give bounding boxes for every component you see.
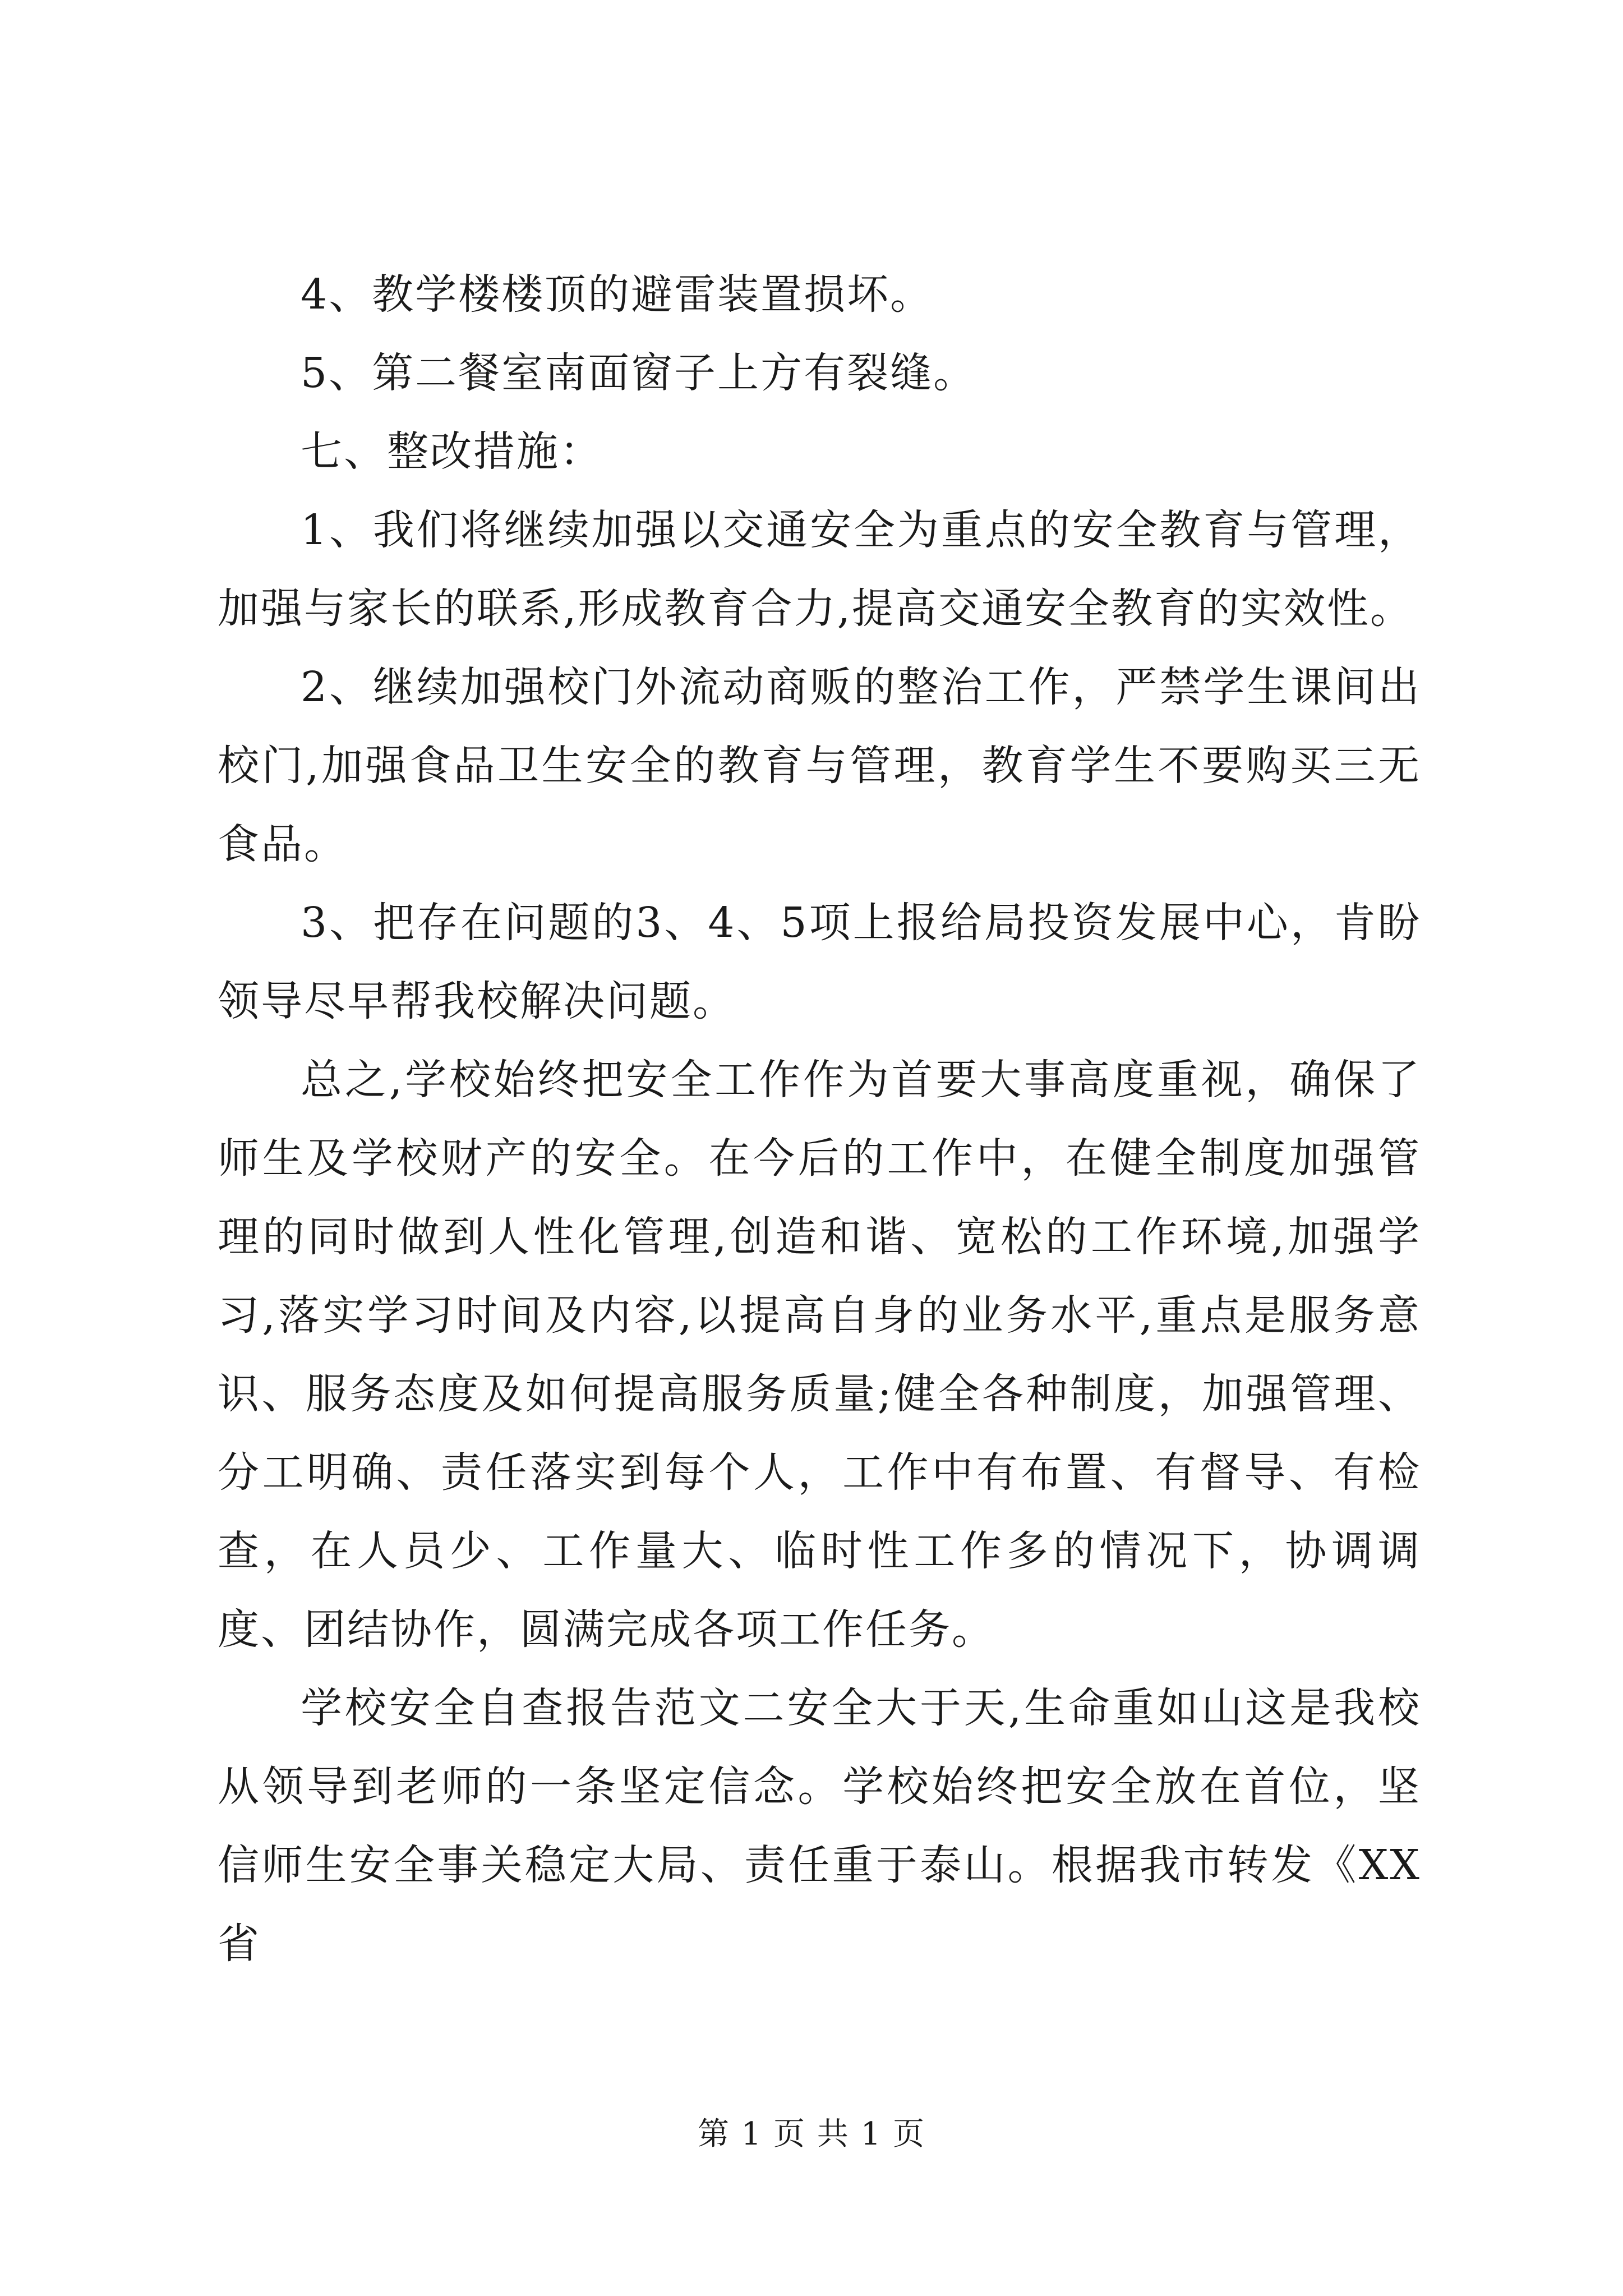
- section-heading-rectification: 七、整改措施：: [301, 427, 603, 476]
- report-sample-two-paragraph: 学校安全自查报告范文二安全大于天,生命重如山这是我校从领导到老师的一条坚定信念。学校始终把安全放在首位，坚信师生安全事关稳定大局、责任重于泰山。根据我市转发《XX省: [218, 1684, 1421, 1968]
- document-body: [218, 255, 1421, 1983]
- measure-item-2: 2、继续加强校门外流动商贩的整治工作，严禁学生课间出校门,加强食品卫生安全的教育与管理，教育学生不要购买三无食品。: [218, 663, 1421, 868]
- measure-item-3: 3、把存在问题的3、4、5项上报给局投资发展中心，肯盼领导尽早帮我校解决问题。: [218, 899, 1421, 1025]
- issue-item-4: 4、教学楼楼顶的避雷装置损坏。: [301, 270, 934, 319]
- measure-item-1: 1、我们将继续加强以交通安全为重点的安全教育与管理，加强与家长的联系,形成教育合力,提高交通安全教育的实效性。: [218, 506, 1421, 633]
- page-footer: 第 1 页 共 1 页: [697, 2116, 926, 2152]
- issue-item-5: 5、第二餐室南面窗子上方有裂缝。: [301, 349, 977, 397]
- summary-paragraph: 总之,学校始终把安全工作作为首要大事高度重视，确保了师生及学校财产的安全。在今后的工作中，在健全制度加强管理的同时做到人性化管理,创造和谐、宽松的工作环境,加强学习,落实学习时间及内容,以提高自身的业务水平,重点是服务意识、服务态度及如何提高服务质量;健全各种制度，加强管理、分工明确、责任落实到每个人，工作中有布置、有督导、有检查，在人员少、工作量大、临时性工作多的情况下，协调调度、团结协作，圆满完成各项工作任务。: [218, 1056, 1421, 1654]
